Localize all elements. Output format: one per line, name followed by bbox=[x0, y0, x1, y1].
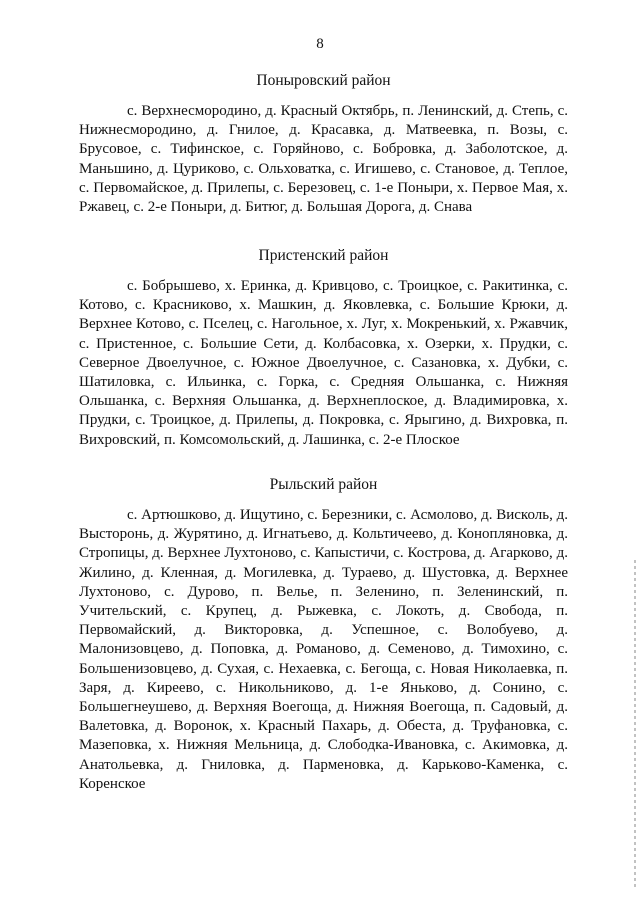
section-ponyrovsky bbox=[79, 72, 568, 217]
section-text: с. Артюшково, д. Ищутино, с. Березники, с. Асмолово, д. Висколь, д. Высторонь, д. Журятино, д. Игнатьево, д. Кольтичеево, д. Конопляновка, д. Стропицы, д. Верхнее Лухтоново, с. Капыстичи, с. Кострова, д. Агарково, д. Жилино, д. Кленная, д. Могилевка, д. Тураево, д. Шустовка, д. Верхнее Лухтоново, с. Дурово, п. Велье, п. Зеленино, п. Зеленинский, п. Учительский, с. Крупец, д. Рыжевка, с. Локоть, д. Свобода, п. Первомайский, д. Викторовка, д. Успешное, с. Волобуево, д. Малонизовцево, д. Поповка, д. Романово, д. Семеново, д. Тимохино, с. Большенизовцево, д. Сухая, с. Нехаевка, с. Бегоща, с. Новая Николаевка, п. Заря, д. Киреево, с. Никольниково, д. 1-е Яньково, д. Сонино, с. Большегнеушево, д. Верхняя Воегоща, д. Нижняя Воегоща, п. Садовый, д. Валетовка, д. Воронок, х. Красный Пахарь, д. Обеста, д. Труфановка, с. Мазеповка, х. Нижняя Мельница, д. Слободка-Ивановка, с. Акимовка, д. Анатольевка, д. Гниловка, д. Парменовка, д. Карьково-Каменка, с. Коренское bbox=[79, 507, 568, 792]
section-title: Поныровский район bbox=[256, 72, 391, 89]
section-text: с. Верхнесмородино, д. Красный Октябрь, п. Ленинский, д. Степь, с. Нижнесмородино, д. Гнилое, д. Красавка, д. Матвеевка, п. Возы, с. Брусовое, с. Тифинское, с. Горяйново, с. Бобровка, д. Заболотское, д. Маньшино, д. Цуриково, с. Ольховатка, с. Игишево, с. Становое, д. Теплое, с. Первомайское, д. Прилепы, с. Березовец, с. 1-е Поныри, х. Первое Мая, х. Ржавец, с. 2-е Поныри, д. Битюг, д. Большая Дорога, д. Снава bbox=[79, 103, 568, 216]
scan-edge-artifact bbox=[634, 560, 636, 890]
section-title: Пристенский район bbox=[258, 247, 389, 264]
section-pristensky bbox=[79, 247, 568, 450]
section-text: с. Бобрышево, х. Еринка, д. Кривцово, с. Троицкое, с. Ракитинка, с. Котово, с. Красниково, х. Машкин, д. Яковлевка, с. Большие Крюки, д. Верхнее Котово, с. Пселец, с. Нагольное, х. Луг, х. Мокренький, х. Ржавчик, с. Пристенное, с. Большие Сети, д. Колбасовка, х. Озерки, х. Прудки, с. Северное Двоелучное, с. Южное Двоелучное, с. Сазановка, х. Дубки, с. Шатиловка, с. Ильинка, с. Горка, с. Средняя Ольшанка, с. Нижняя Ольшанка, с. Верхняя Ольшанка, д. Верхнеплоское, д. Владимировка, х. Прудки, с. Троицкое, д. Прилепы, д. Покровка, с. Ярыгино, д. Вихровка, п. Вихровский, п. Комсомольский, д. Лашинка, с. 2-е Плоское bbox=[79, 278, 568, 448]
section-rylsky bbox=[79, 476, 568, 794]
section-title: Рыльский район bbox=[269, 476, 378, 493]
page-number: 8 bbox=[316, 36, 324, 52]
